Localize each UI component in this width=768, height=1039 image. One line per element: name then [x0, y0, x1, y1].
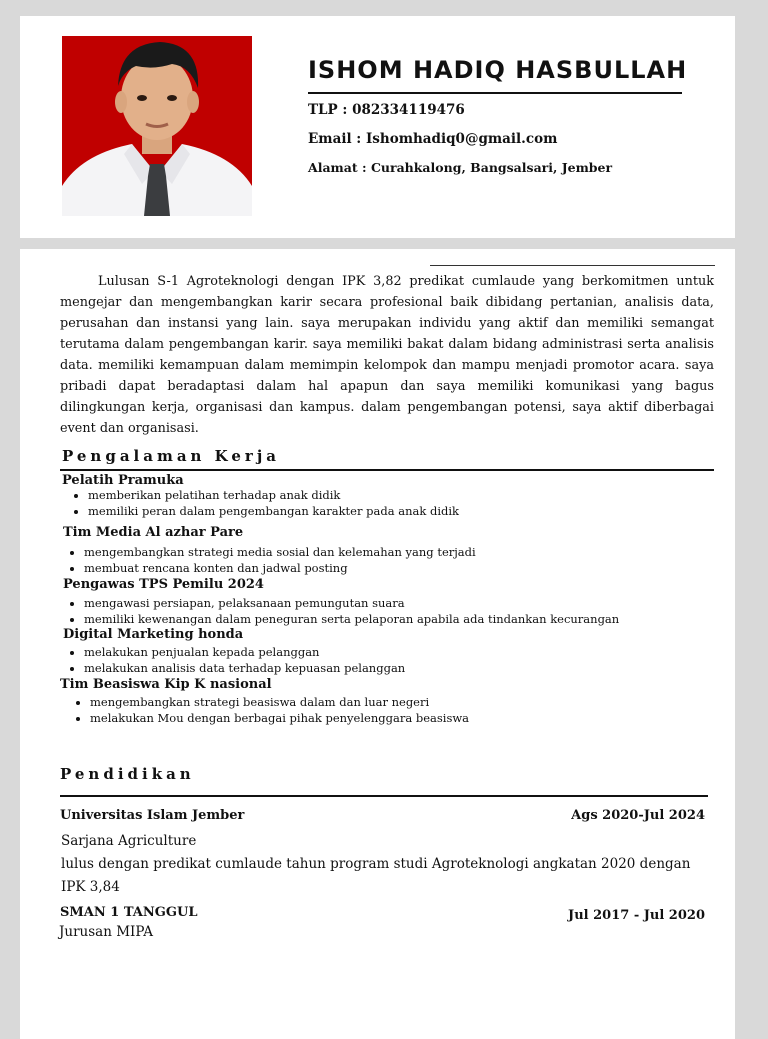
main-card [20, 249, 735, 1039]
list-item: • melakukan Mou dengan berbagai pihak penyelenggara beasiswa [90, 711, 469, 727]
education-note: lulus dengan predikat cumlaude tahun program studi Agroteknologi angkatan 2020 dengan IPK 3,84 [61, 856, 691, 895]
education-heading: Pendidikan [60, 765, 195, 783]
job-duties [64, 596, 619, 627]
profile-photo [62, 36, 252, 216]
experience-divider [60, 469, 714, 471]
job-title: Pelatih Pramuka [62, 473, 184, 488]
education-school: SMAN 1 TANGGUL [60, 905, 198, 920]
list-item: • mengembangkan strategi media sosial dan kelemahan yang terjadi [84, 545, 476, 561]
education-degree: Jurusan MIPA [59, 924, 153, 940]
job-title: Digital Marketing honda [63, 627, 244, 642]
list-item: • melakukan analisis data terhadap kepuasan pelanggan [84, 661, 405, 677]
job-duties [64, 645, 405, 676]
summary-divider [430, 265, 715, 266]
list-item: • mengembangkan strategi beasiswa dalam dan luar negeri [90, 695, 469, 711]
list-item: • melakukan penjualan kepada pelanggan [84, 645, 405, 661]
email-text: Email : Ishomhadiq0@gmail.com [308, 131, 558, 147]
education-school: Universitas Islam Jember [60, 808, 245, 823]
summary-text: Lulusan S-1 Agroteknologi dengan IPK 3,82 predikat cumlaude yang berkomitmen untuk mengejar dan mengembangkan karir secara profesional baik dibidang pertanian, analisis data, perusahan dan instansi yang lain. saya merupakan individu yang aktif dan memiliki semangat terutama dalam pengembangan karir. saya memiliki bakat dalam bidang administrasi serta analisis data. memiliki kemampuan dalam memimpin kelompok dan mampu menjadi promotor acara. saya pribadi dapat beradaptasi dalam hal apapun dan saya memiliki komunikasi yang bagus dilingkungan kerja, organisasi dan kampus. dalam pengembangan potensi, saya aktif diberbagai event dan organisasi. [60, 274, 714, 436]
education-date: Jul 2017 - Jul 2020 [568, 908, 705, 923]
list-item: • memiliki peran dalam pengembangan karakter pada anak didik [88, 504, 459, 520]
header-card [20, 16, 735, 238]
education-divider [60, 795, 708, 797]
list-item: • mengawasi persiapan, pelaksanaan pemungutan suara [84, 596, 619, 612]
address-text: Alamat : Curahkalong, Bangsalsari, Jember [308, 160, 613, 175]
job-title: Tim Beasiswa Kip K nasional [60, 677, 272, 692]
job-duties [70, 695, 469, 726]
education-degree: Sarjana Agriculture [61, 833, 197, 849]
name-divider [308, 92, 682, 94]
job-title: Pengawas TPS Pemilu 2024 [63, 577, 264, 592]
education-date: Ags 2020-Jul 2024 [571, 808, 705, 823]
phone-text: TLP : 082334119476 [308, 102, 465, 118]
job-duties [64, 545, 476, 576]
experience-heading: Pengalaman Kerja [62, 447, 280, 465]
job-duties [68, 488, 459, 519]
job-title: Tim Media Al azhar Pare [63, 525, 244, 540]
list-item: • memiliki kewenangan dalam peneguran serta pelaporan apabila ada tindankan kecurangan [84, 612, 619, 628]
list-item: • memberikan pelatihan terhadap anak didik [88, 488, 459, 504]
list-item: • membuat rencana konten dan jadwal posting [84, 561, 476, 577]
candidate-name: ISHOM HADIQ HASBULLAH [308, 56, 688, 84]
